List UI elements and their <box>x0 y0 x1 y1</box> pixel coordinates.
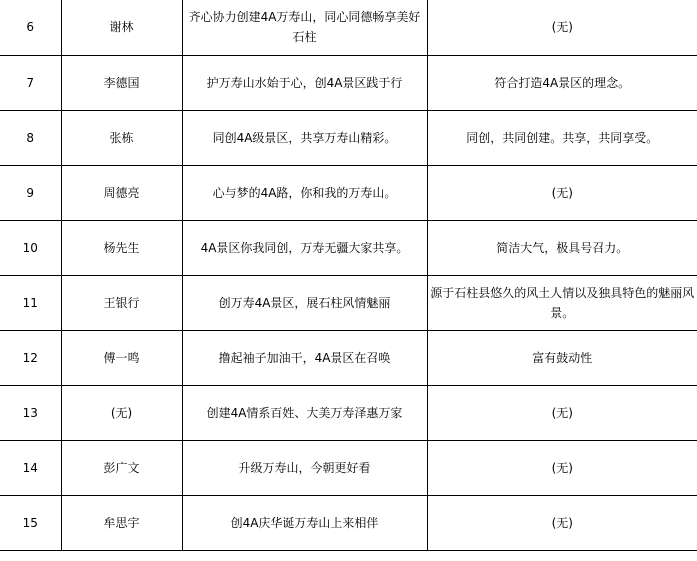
author-name: (无) <box>61 385 182 440</box>
table-row <box>0 220 697 275</box>
slogan-text: 升级万寿山，今朝更好看 <box>182 440 427 495</box>
slogan-text: 4A景区你我同创，万寿无疆大家共享。 <box>182 220 427 275</box>
comment-text: (无) <box>427 440 697 495</box>
author-name: 杨先生 <box>61 220 182 275</box>
slogan-text: 创建4A情系百姓、大美万寿泽惠万家 <box>182 385 427 440</box>
table-row <box>0 495 697 550</box>
table-row <box>0 275 697 330</box>
author-name: 李德国 <box>61 55 182 110</box>
table-row <box>0 330 697 385</box>
table-row <box>0 110 697 165</box>
author-name: 傅一鸣 <box>61 330 182 385</box>
slogan-text: 同创4A级景区，共享万寿山精彩。 <box>182 110 427 165</box>
author-name: 王银行 <box>61 275 182 330</box>
row-number: 15 <box>0 495 61 550</box>
comment-text: 富有鼓动性 <box>427 330 697 385</box>
author-name: 周德亮 <box>61 165 182 220</box>
row-number: 8 <box>0 110 61 165</box>
comment-text: 同创，共同创建。共享，共同享受。 <box>427 110 697 165</box>
slogan-text: 创万寿4A景区，展石柱风情魅丽 <box>182 275 427 330</box>
table-row <box>0 55 697 110</box>
table-row <box>0 165 697 220</box>
table-row <box>0 0 697 55</box>
row-number: 13 <box>0 385 61 440</box>
comment-text: (无) <box>427 385 697 440</box>
row-number: 11 <box>0 275 61 330</box>
slogan-text: 创4A庆华诞万寿山上来相伴 <box>182 495 427 550</box>
comment-text: 简洁大气，极具号召力。 <box>427 220 697 275</box>
author-name: 张栋 <box>61 110 182 165</box>
row-number: 6 <box>0 0 61 55</box>
comment-text: (无) <box>427 0 697 55</box>
author-name: 谢林 <box>61 0 182 55</box>
row-number: 12 <box>0 330 61 385</box>
row-number: 14 <box>0 440 61 495</box>
slogan-text: 齐心协力创建4A万寿山，同心同德畅享美好石柱 <box>182 0 427 55</box>
slogan-text: 心与梦的4A路，你和我的万寿山。 <box>182 165 427 220</box>
comment-text: 符合打造4A景区的理念。 <box>427 55 697 110</box>
author-name: 彭广文 <box>61 440 182 495</box>
row-number: 7 <box>0 55 61 110</box>
row-number: 10 <box>0 220 61 275</box>
slogan-text: 护万寿山水始于心，创4A景区践于行 <box>182 55 427 110</box>
table-row <box>0 440 697 495</box>
row-number: 9 <box>0 165 61 220</box>
comment-text: (无) <box>427 495 697 550</box>
comment-text: 源于石柱县悠久的风土人情以及独具特色的魅丽风景。 <box>427 275 697 330</box>
slogan-text: 撸起袖子加油干，4A景区在召唤 <box>182 330 427 385</box>
table-row <box>0 385 697 440</box>
author-name: 牟思宇 <box>61 495 182 550</box>
comment-text: (无) <box>427 165 697 220</box>
